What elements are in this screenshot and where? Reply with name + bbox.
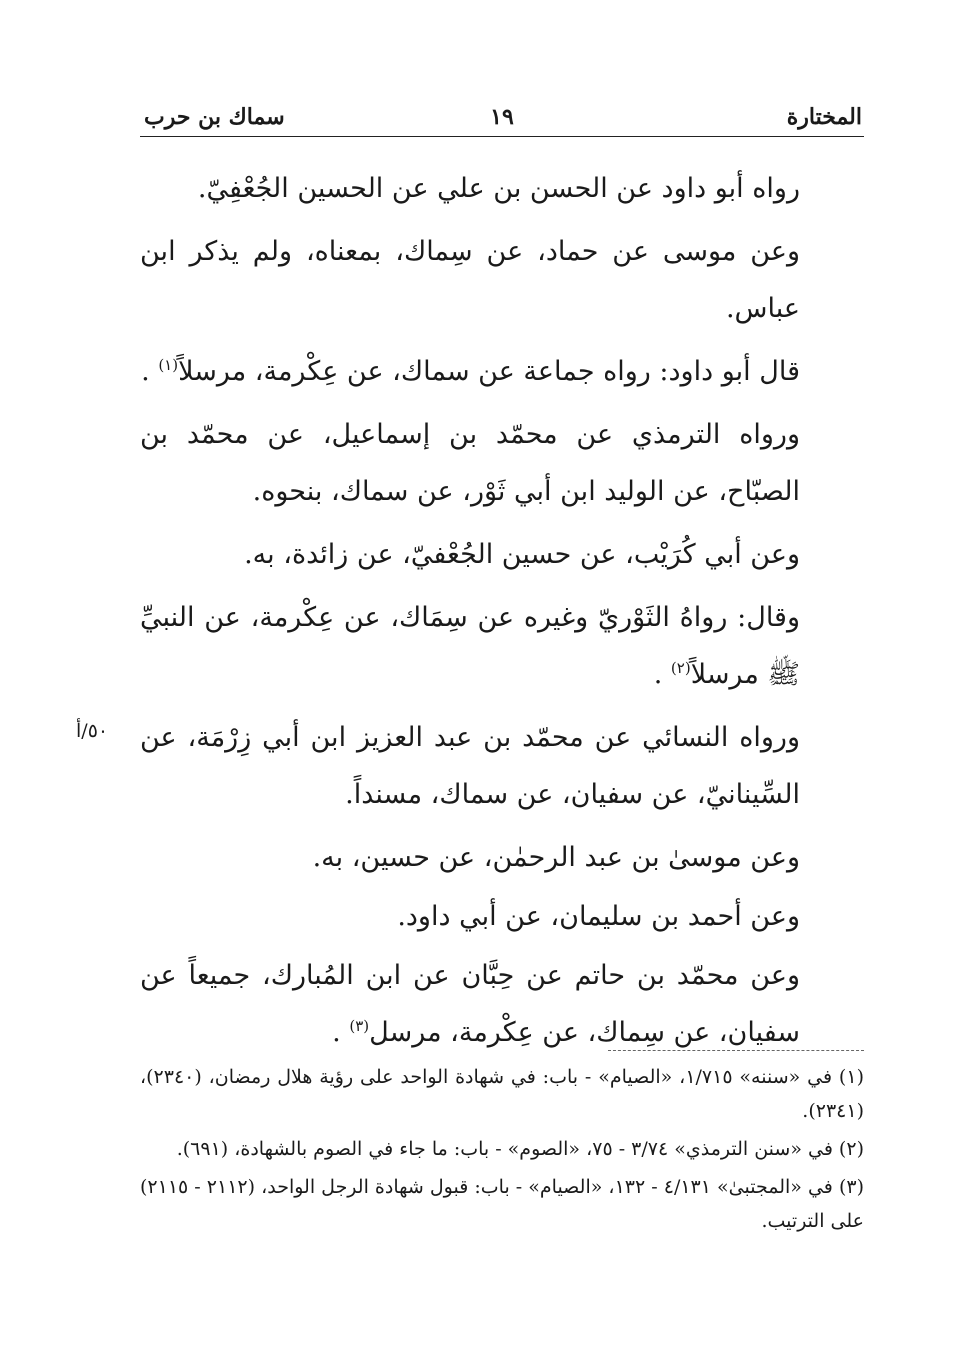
paragraph-1: رواه أبو داود عن الحسن بن علي عن الحسين الجُعْفِيّ. [197, 173, 800, 204]
footnote-ref-2: (٢) [670, 659, 691, 677]
paragraph-7: ورواه النسائي عن محمّد بن عبد العزيز ابن أبي زِرْمَة، عن السِّينانيّ، عن سفيان، عن سماك، مسنداً. [140, 722, 800, 810]
footnote-ref-1: (١) [158, 356, 179, 374]
paragraph-6: وقال: رواهُ الثَوْريّ وغيره عن سِمَاك، عن عِكْرمة، عن النبيِّ ﷺ مرسلاً$^{(٢)}$ . [140, 602, 800, 690]
footnote-2: (٢) في «سنن الترمذي» ٣/٧٤ - ٧٥، «الصوم» - باب: ما جاء في الصوم بالشهادة، (٦٩١). [176, 1138, 864, 1160]
footnote-separator [608, 1050, 864, 1051]
manuscript-folio-note: ٥٠/أ [76, 720, 109, 742]
footnote-3: (٣) في «المجتبىٰ» ٤/١٣١ - ١٣٢، «الصيام» - باب: قبول شهادة الرجل الواحد، (٢١١٢ - ٢١١٥) على الترتيب. [140, 1176, 864, 1232]
paragraph-8: وعن موسىٰ بن عبد الرحمٰن، عن حسين، به. [312, 842, 800, 873]
paragraph-4: ورواه الترمذي عن محمّد بن إسماعيل، عن محمّد بن الصبّاح، عن الوليد ابن أبي ثَوْر، عن سماك، بنحوه. [140, 419, 800, 507]
header-chapter-title: سماك بن حرب [144, 104, 285, 130]
footnotes [140, 1060, 864, 1242]
footnote-ref-3: (٣) [349, 1017, 370, 1035]
page-header [140, 100, 864, 137]
footnote-1: (١) في «سننه» ١/٧١٥، «الصيام» - باب: في شهادة الواحد على رؤية هلال رمضان، (٢٣٤٠)، (٢٣٤١). [140, 1066, 864, 1122]
paragraph-2: وعن موسى عن حماد، عن سِماك، بمعناه، ولم يذكر ابن عباس. [140, 236, 800, 324]
header-book-title: المختارة [786, 104, 862, 130]
paragraph-10: وعن محمّد بن حاتم عن حِبَّان عن ابن المُبارك، جميعاً عن سفيان، عن سِماك، عن عِكْرمة، مرسل$^{(٣)}$ . [140, 960, 800, 1048]
paragraph-5: وعن أبي كُرَيْب، عن حسين الجُعْفيّ، عن زائدة، به. [244, 539, 800, 570]
paragraph-3: قال أبو داود: رواه جماعة عن سماك، عن عِكْرمة، مرسلاً$^{(١)}$ . [141, 356, 800, 387]
paragraph-9: وعن أحمد بن سليمان، عن أبي داود. [397, 901, 800, 932]
page-number: ١٩ [490, 104, 514, 130]
main-text [140, 160, 864, 1067]
